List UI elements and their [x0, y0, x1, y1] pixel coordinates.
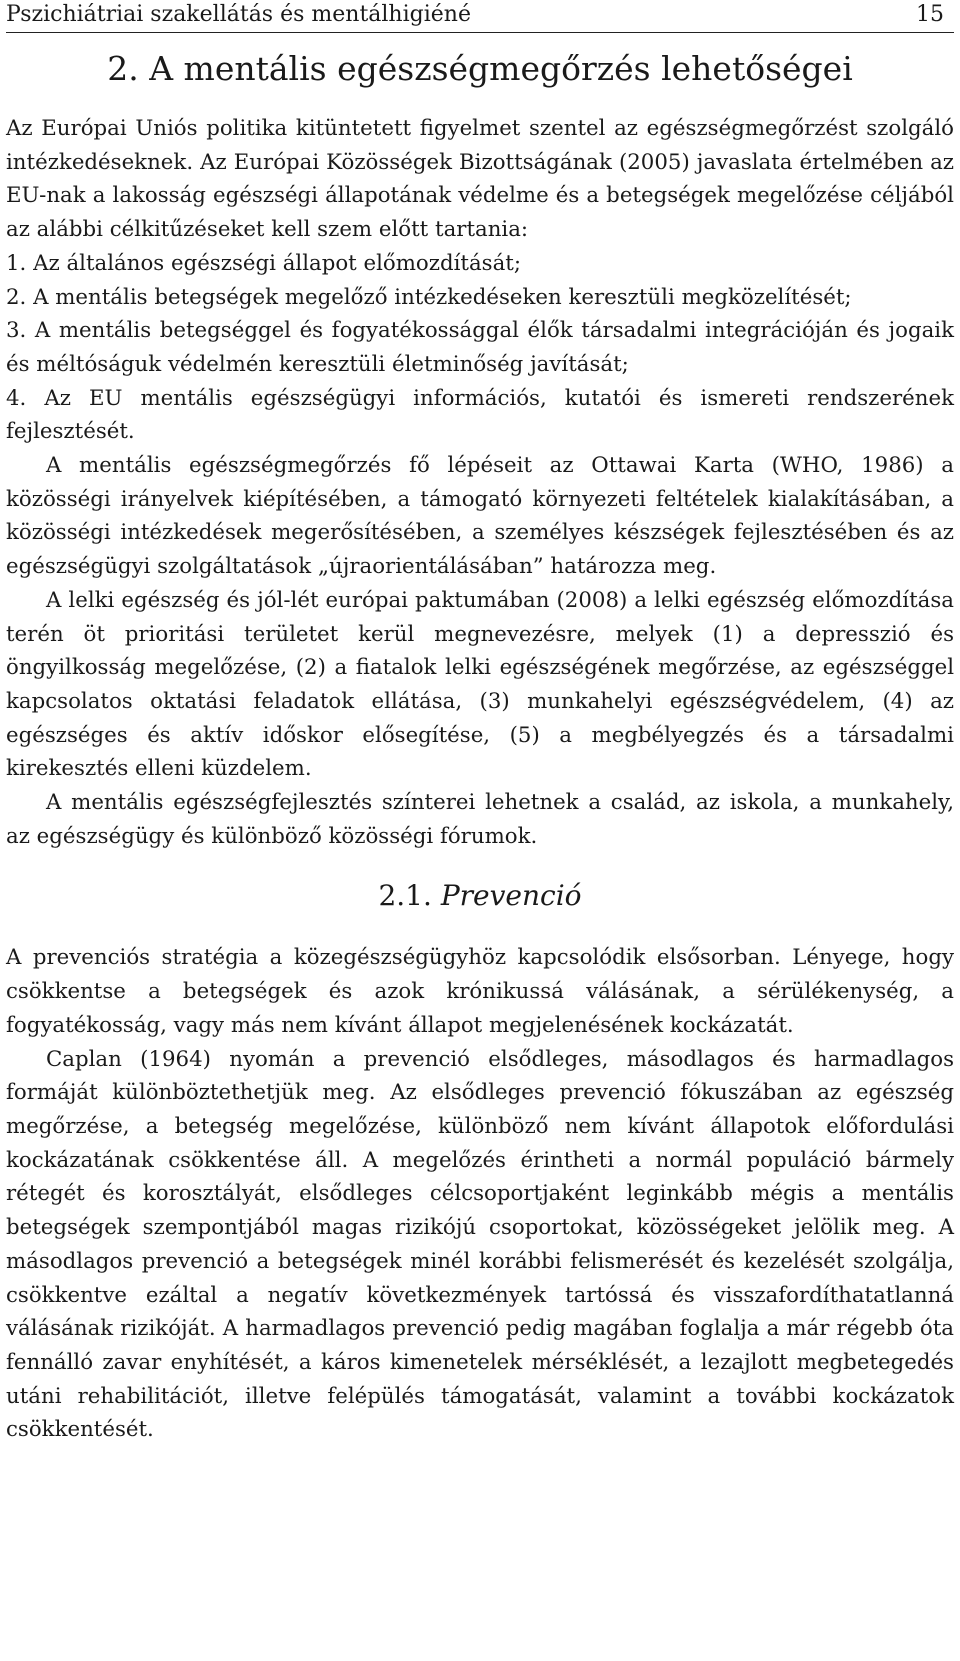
section-number: 2.1.	[378, 879, 432, 913]
section-heading	[6, 879, 954, 913]
list-item: 2. A mentális betegségek megelőző intézkedéseken keresztüli megközelítését;	[6, 284, 852, 310]
list-item: 1. Az általános egészségi állapot előmozdítását;	[6, 250, 522, 276]
prevention-paragraph: A prevenciós stratégia a közegészségügyhöz kapcsolódik elsősorban. Lényege, hogy csökkentse a betegségek és azok krónikussá válásának, a sérülékenység, a fogyatékosság, vagy más nem kívánt állapot megjelenésének kockázatát.	[6, 945, 954, 1038]
settings-paragraph: A mentális egészségfejlesztés színterei lehetnek a család, az iskola, a munkahely, az egészségügy és különböző közösségi fórumok.	[6, 790, 954, 849]
chapter-title: 2. A mentális egészségmegőrzés lehetőségei	[107, 49, 853, 88]
ottawa-paragraph: A mentális egészségmegőrzés fő lépéseit az Ottawai Karta (WHO, 1986) a közösségi irányelvek kiépítésében, a támogató környezeti feltételek kialakításában, a közösségi intézkedések megerősítésében, a személyes készségek fejlesztésében és az egészségügyi szolgáltatások „újraorientálásában” határozza meg.	[6, 453, 954, 580]
running-head	[6, 0, 954, 33]
caplan-paragraph: Caplan (1964) nyomán a prevenció elsődleges, másodlagos és harmadlagos formáját különböztethetjük meg. Az elsődleges prevenció fókuszában az egészség megőrzése, a betegség megelőzése, különböző nem kívánt állapotok előfordulási kockázatának csökkentése áll. A megelőzés érintheti a normál populáció bármely rétegét és korosztályát, elsődleges célcsoportjaként leginkább mégis a mentális betegségek szempontjából magas rizikójú csoportokat, közösségeket jelölik meg. A másodlagos prevenció a betegségek minél korábbi felismerését és kezelését szolgálja, csökkentve ezáltal a negatív következmények tartóssá és visszafordíthatatlanná válásának rizikóját. A harmadlagos prevenció pedig magában foglalja a már régebb óta fennálló zavar enyhítését, a káros kimenetelek mérséklését, a lezajlott megbetegedés utáni rehabilitációt, illetve felépülés támogatását, valamint a további kockázatok csökkentését.	[6, 1046, 954, 1443]
intro-paragraph: Az Európai Uniós politika kitüntetett figyelmet szentel az egészségmegőrzést szolgáló intézkedéseknek. Az Európai Közösségek Bizottságának (2005) javaslata értelmében az EU-nak a lakosság egészségi állapotának védelme és a betegségek megelőzése céljából az alábbi célkitűzéseket kell szem előtt tartania:	[6, 116, 954, 243]
section-title: Prevenció	[440, 879, 582, 913]
chapter-body	[6, 112, 954, 853]
page-number: 15	[916, 2, 944, 27]
section-body	[6, 941, 954, 1447]
paktum-paragraph: A lelki egészség és jól-lét európai paktumában (2008) a lelki egészség előmozdítása terén öt prioritási területet kerül megnevezésre, melyek (1) a depresszió és öngyilkosság megelőzése, (2) a fiatalok lelki egészségének megőrzése, az egészséggel kapcsolatos oktatási feladatok ellátása, (3) munkahelyi egészségvédelem, (4) az egészséges és aktív időskor elősegítése, (5) a megbélyegzés és a társadalmi kirekesztés elleni küzdelem.	[6, 587, 954, 782]
list-item: 3. A mentális betegséggel és fogyatékossággal élők társadalmi integrációján és jogaik és méltóságuk védelmén keresztüli életminőség javítását;	[6, 318, 954, 377]
list-item: 4. Az EU mentális egészségügyi információs, kutatói és ismereti rendszerének fejlesztését.	[6, 385, 954, 445]
running-head-title: Pszichiátriai szakellátás és mentálhigiéné	[6, 2, 471, 27]
